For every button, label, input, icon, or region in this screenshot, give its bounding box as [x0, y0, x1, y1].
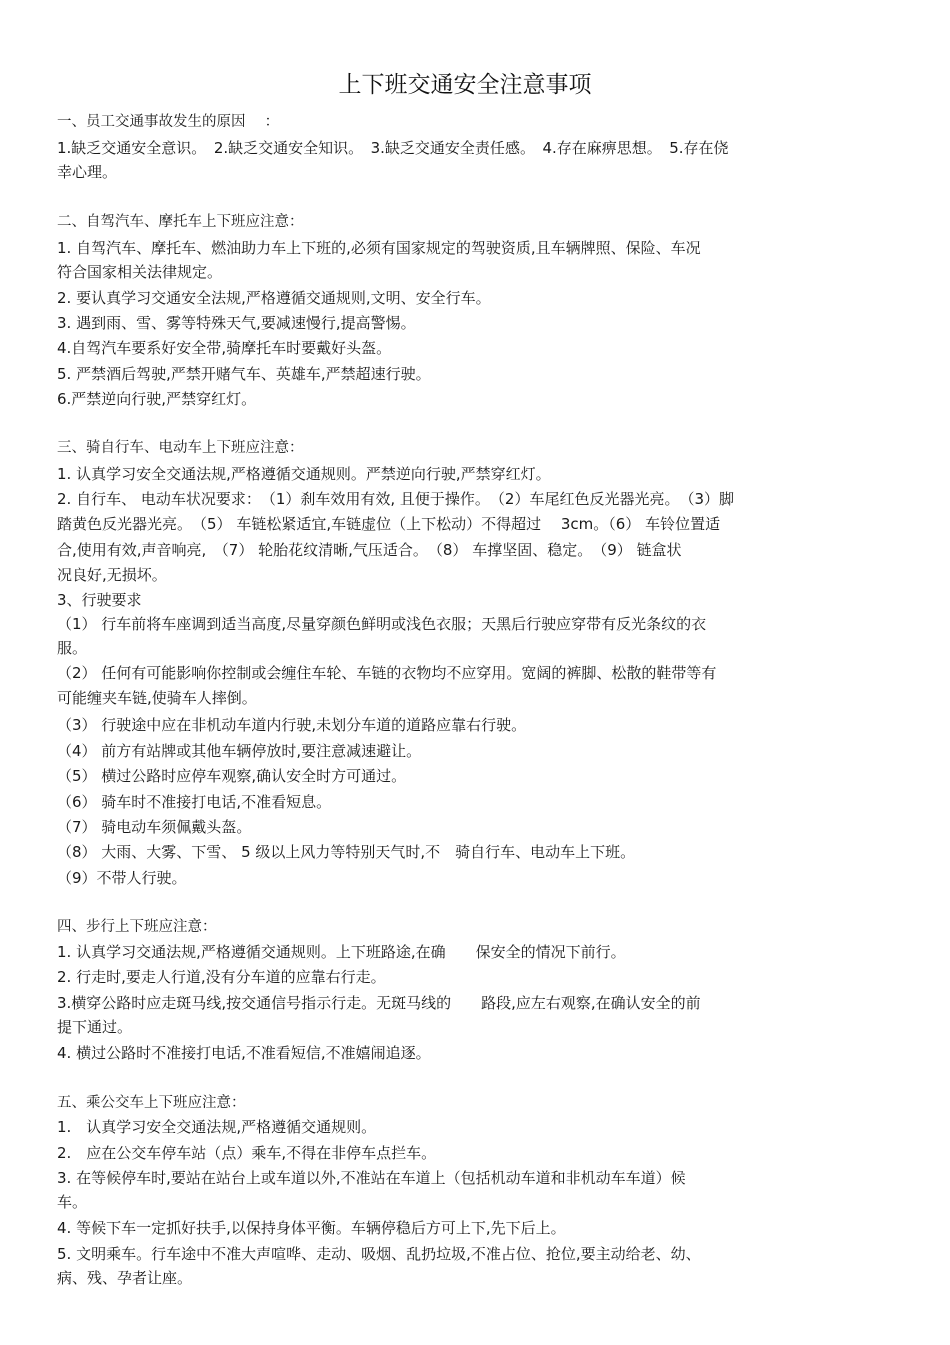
text-line: （6） 骑车时不准接打电话,不准看短息。 — [57, 793, 332, 811]
section-heading: 一、员工交通事故发生的原因 ： — [57, 114, 280, 130]
text-line: 踏黄色反光器光亮。 （5） 车链松紧适宜,车链虚位（上下松动）不得超过 3cm。（6） 车铃位置适 — [57, 515, 721, 533]
text-line: （2） 任何有可能影响你控制或会缠住车轮、车链的衣物均不应穿用。宽阔的裤脚、松散的鞋带等有 — [57, 664, 717, 682]
text-line: 5. 文明乘车。行车途中不准大声喧哗、走动、吸烟、乱扔垃圾,不准占位、抢位,要主动给老、幼、 — [57, 1245, 701, 1263]
text-line: 车。 — [57, 1193, 88, 1211]
text-line: （1） 行车前将车座调到适当高度,尽量穿颜色鲜明或浅色衣服；天黑后行驶应穿带有反光条纹的衣 — [57, 615, 707, 633]
section-heading: 五、乘公交车上下班应注意： — [57, 1095, 246, 1111]
text-line: （5） 横过公路时应停车观察,确认安全时方可通过。 — [57, 767, 407, 785]
section-heading: 三、骑自行车、电动车上下班应注意： — [57, 440, 304, 456]
subsection-heading: 3、行驶要求 — [57, 591, 142, 609]
text-line: 3. 遇到雨、雪、雾等特殊天气,要减速慢行,提高警惕。 — [57, 314, 416, 332]
text-line: 4. 等候下车一定抓好扶手,以保持身体平衡。车辆停稳后方可上下,先下后上。 — [57, 1219, 566, 1237]
text-line: 合,使用有效,声音响亮, （7） 轮胎花纹清晰,气压适合。 （8） 车撑坚固、稳定。 （9） 链盒状 — [57, 541, 682, 559]
text-line: 1. 认真学习安全交通法规,严格遵循交通规则。严禁逆向行驶,严禁穿红灯。 — [57, 465, 551, 483]
text-line: 幸心理。 — [57, 163, 118, 181]
text-line: 2. 要认真学习交通安全法规,严格遵循交通规则,文明、安全行车。 — [57, 289, 491, 307]
text-line: （3） 行驶途中应在非机动车道内行驶,未划分车道的道路应靠右行驶。 — [57, 716, 527, 734]
text-line: （9）不带人行驶。 — [57, 869, 187, 887]
text-line: 1. 认真学习安全交通法规,严格遵循交通规则。 — [57, 1118, 377, 1136]
text-line: 提下通过。 — [57, 1018, 133, 1036]
text-line: 3.横穿公路时应走斑马线,按交通信号指示行走。无斑马线的 路段,应左右观察,在确认安全的前 — [57, 994, 701, 1012]
text-line: 病、残、孕者让座。 — [57, 1269, 193, 1287]
text-line: 1.缺乏交通安全意识。 2.缺乏交通安全知识。 3.缺乏交通安全责任感。 4.存在麻痹思想。 5.存在侥 — [57, 139, 729, 157]
text-line: 6.严禁逆向行驶,严禁穿红灯。 — [57, 390, 257, 408]
text-line: （7） 骑电动车须佩戴头盔。 — [57, 818, 252, 836]
text-line: 4.自驾汽车要系好安全带,骑摩托车时要戴好头盔。 — [57, 339, 392, 357]
section-heading: 二、自驾汽车、摩托车上下班应注意： — [57, 214, 304, 230]
text-line: 服。 — [57, 639, 88, 657]
text-line: 符合国家相关法律规定。 — [57, 263, 223, 281]
document-title: 上下班交通安全注意事项 — [338, 72, 592, 98]
text-line: （8） 大雨、大雾、下雪、 5 级以上风力等特别天气时,不 骑自行车、电动车上下班。 — [57, 843, 636, 861]
text-line: 2. 行走时,要走人行道,没有分车道的应靠右行走。 — [57, 968, 386, 986]
text-line: 3. 在等候停车时,要站在站台上或车道以外,不准站在车道上（包括机动车道和非机动车车道）候 — [57, 1169, 686, 1187]
text-line: 5. 严禁酒后驾驶,严禁开赌气车、英雄车,严禁超速行驶。 — [57, 365, 431, 383]
text-line: 2. 自行车、 电动车状况要求： （1）刹车效用有效, 且便于操作。 （2）车尾红色反光器光亮。 （3）脚 — [57, 490, 735, 508]
text-line: 4. 横过公路时不准接打电话,不准看短信,不准嬉闹追逐。 — [57, 1044, 431, 1062]
text-line: 1. 认真学习交通法规,严格遵循交通规则。上下班路途,在确 保安全的情况下前行。 — [57, 943, 626, 961]
text-line: 况良好,无损坏。 — [57, 566, 167, 584]
text-line: 1. 自驾汽车、摩托车、燃油助力车上下班的,必须有国家规定的驾驶资质,且车辆牌照、保险、车况 — [57, 239, 701, 257]
text-line: （4） 前方有站牌或其他车辆停放时,要注意减速避让。 — [57, 742, 422, 760]
section-heading: 四、步行上下班应注意： — [57, 919, 217, 935]
text-line: 可能缠夹车链,使骑车人摔倒。 — [57, 689, 257, 707]
text-line: 2. 应在公交车停车站（点）乘车,不得在非停车点拦车。 — [57, 1144, 437, 1162]
